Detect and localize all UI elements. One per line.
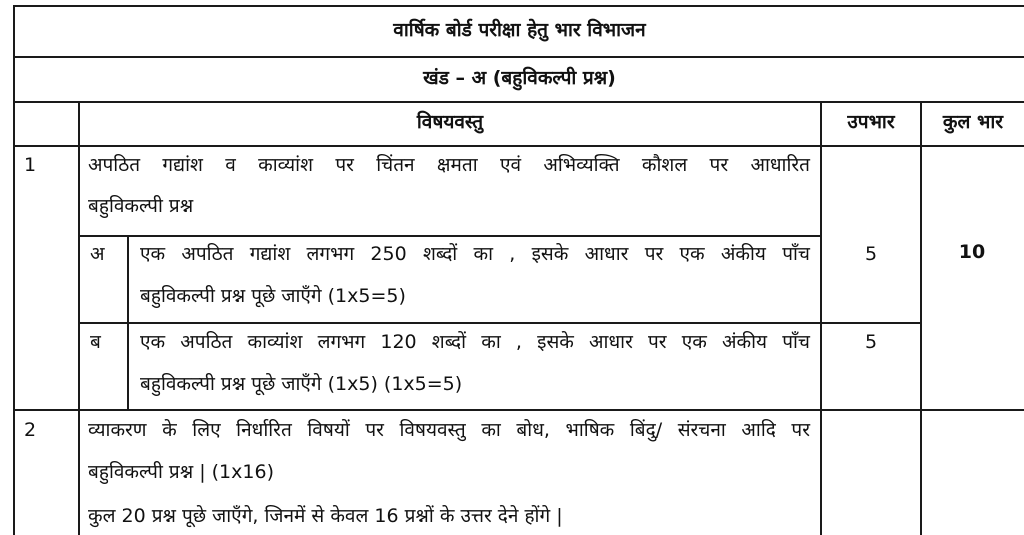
border-title-bottom [13,56,1024,58]
header-sub-marks: उपभार [847,111,895,133]
section-heading: खंड – अ (बहुविकल्पी प्रश्न) [423,67,616,89]
sub-text-line: एक अपठित गद्यांश लगभग 250 शब्दों का , इसके आधार पर एक अंकीय पाँच [140,243,810,265]
border-row1-intro-bottom [78,235,820,237]
border-top [13,5,1024,7]
sub-text-line: बहुविकल्पी प्रश्न पूछे जाएँगे (1x5=5) [140,285,406,307]
border-row1-sub-a-bottom [78,322,920,324]
row-text-line: बहुविकल्पी प्रश्न [88,195,194,217]
sub-text-line: बहुविकल्पी प्रश्न पूछे जाएँगे (1x5) (1x5=5) [140,373,463,395]
row-number: 2 [24,419,37,441]
header-total-marks: कुल भार [942,111,1004,133]
row-text-line: बहुविकल्पी प्रश्न | (1x16) [88,461,274,483]
row-text-line: कुल 20 प्रश्न पूछे जाएँगे, जिनमें से केवल 16 प्रश्नों के उत्तर देने होंगे | [88,505,563,527]
sub-text-line: एक अपठित काव्यांश लगभग 120 शब्दों का , इसके आधार पर एक अंकीय पाँच [140,331,810,353]
row-number: 1 [24,154,37,176]
border-section-bottom [13,101,1024,103]
border-submarks-col [820,101,822,535]
table-title: वार्षिक बोर्ड परीक्षा हेतु भार विभाजन [393,19,646,41]
border-totalmarks-col [920,101,922,535]
header-content: विषयवस्तु [416,111,484,133]
sub-marks-value: 5 [864,331,878,353]
sub-label: अ [90,243,105,265]
border-number-col [78,101,80,535]
row-text-line: अपठित गद्यांश व काव्यांश पर चिंतन क्षमता एवं अभिव्यक्ति कौशल पर आधारित [88,154,810,176]
border-sublabel-col [127,235,129,409]
row-text-line: व्याकरण के लिए निर्धारित विषयों पर विषयवस्तु का बोध, भाषिक बिंदु/ संरचना आदि पर [88,419,810,441]
total-marks-value: 10 [958,241,986,263]
border-header-bottom [13,145,1024,147]
border-row1-bottom [13,409,1024,411]
sub-marks-value: 5 [864,243,878,265]
sub-label: ब [90,331,101,353]
